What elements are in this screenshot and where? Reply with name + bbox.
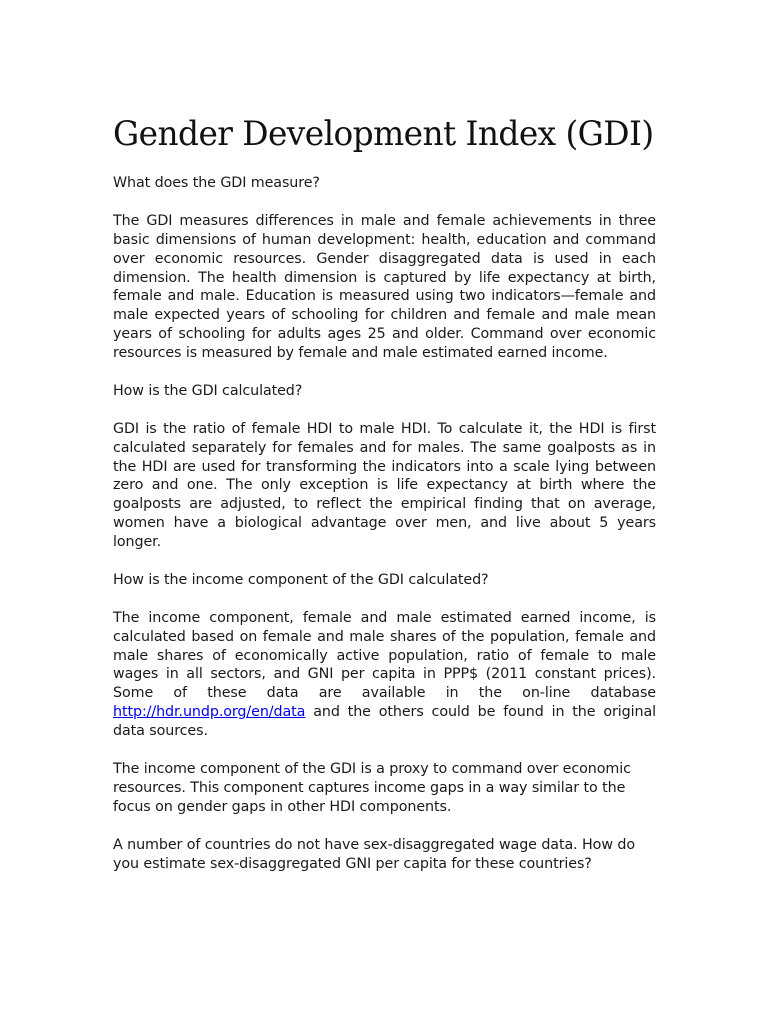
hdr-data-link[interactable]: http://hdr.undp.org/en/data <box>113 704 306 721</box>
document-page <box>113 0 656 873</box>
answer-gdi-calculated: GDI is the ratio of female HDI to male HDI. To calculate it, the HDI is first calculated separately for females and for males. The same goalposts as in the HDI are used for transforming the indicators into a scale lying between zero and one. The only exception is life expectancy at birth where the goalposts are adjusted, to reflect the empirical finding that on average, women have a biological advantage over men, and live about 5 years longer. <box>113 420 656 551</box>
document-body <box>113 174 656 873</box>
document-title: Gender Development Index (GDI) <box>113 114 654 154</box>
answer-income-text-before: The income component, female and male estimated earned income, is calculated based on female and male shares of the population, female and male shares of economically active population, ratio of female to male wages in all sectors, and GNI per capita in PPP$ (2011 constant prices). Some of these data are available in the on-line database <box>113 609 656 702</box>
question-gdi-calculated: How is the GDI calculated? <box>113 382 303 399</box>
question-gdi-measure: What does the GDI measure? <box>113 175 320 191</box>
income-proxy-paragraph: The income component of the GDI is a proxy to command over economic resources. This component captures income gaps in a way similar to the focus on gender gaps in other HDI components. <box>113 761 631 815</box>
question-missing-wage-data: A number of countries do not have sex-disaggregated wage data. How do you estimate sex-disaggregated GNI per capita for these countries? <box>113 836 635 872</box>
answer-income-component <box>113 609 656 741</box>
answer-income-text-after: and the others could be found in the original data sources. <box>113 704 656 740</box>
answer-gdi-measure: The GDI measures differences in male and female achievements in three basic dimensions of human development: health, education and command over economic resources. Gender disaggregated data is used in each dimension. The health dimension is captured by life expectancy at birth, female and male. Education is measured using two indicators—female and male expected years of schooling for children and female and male mean years of schooling for adults ages 25 and older. Command over economic resources is measured by female and male estimated earned income. <box>113 212 656 362</box>
question-income-component: How is the income component of the GDI calculated? <box>113 571 489 588</box>
